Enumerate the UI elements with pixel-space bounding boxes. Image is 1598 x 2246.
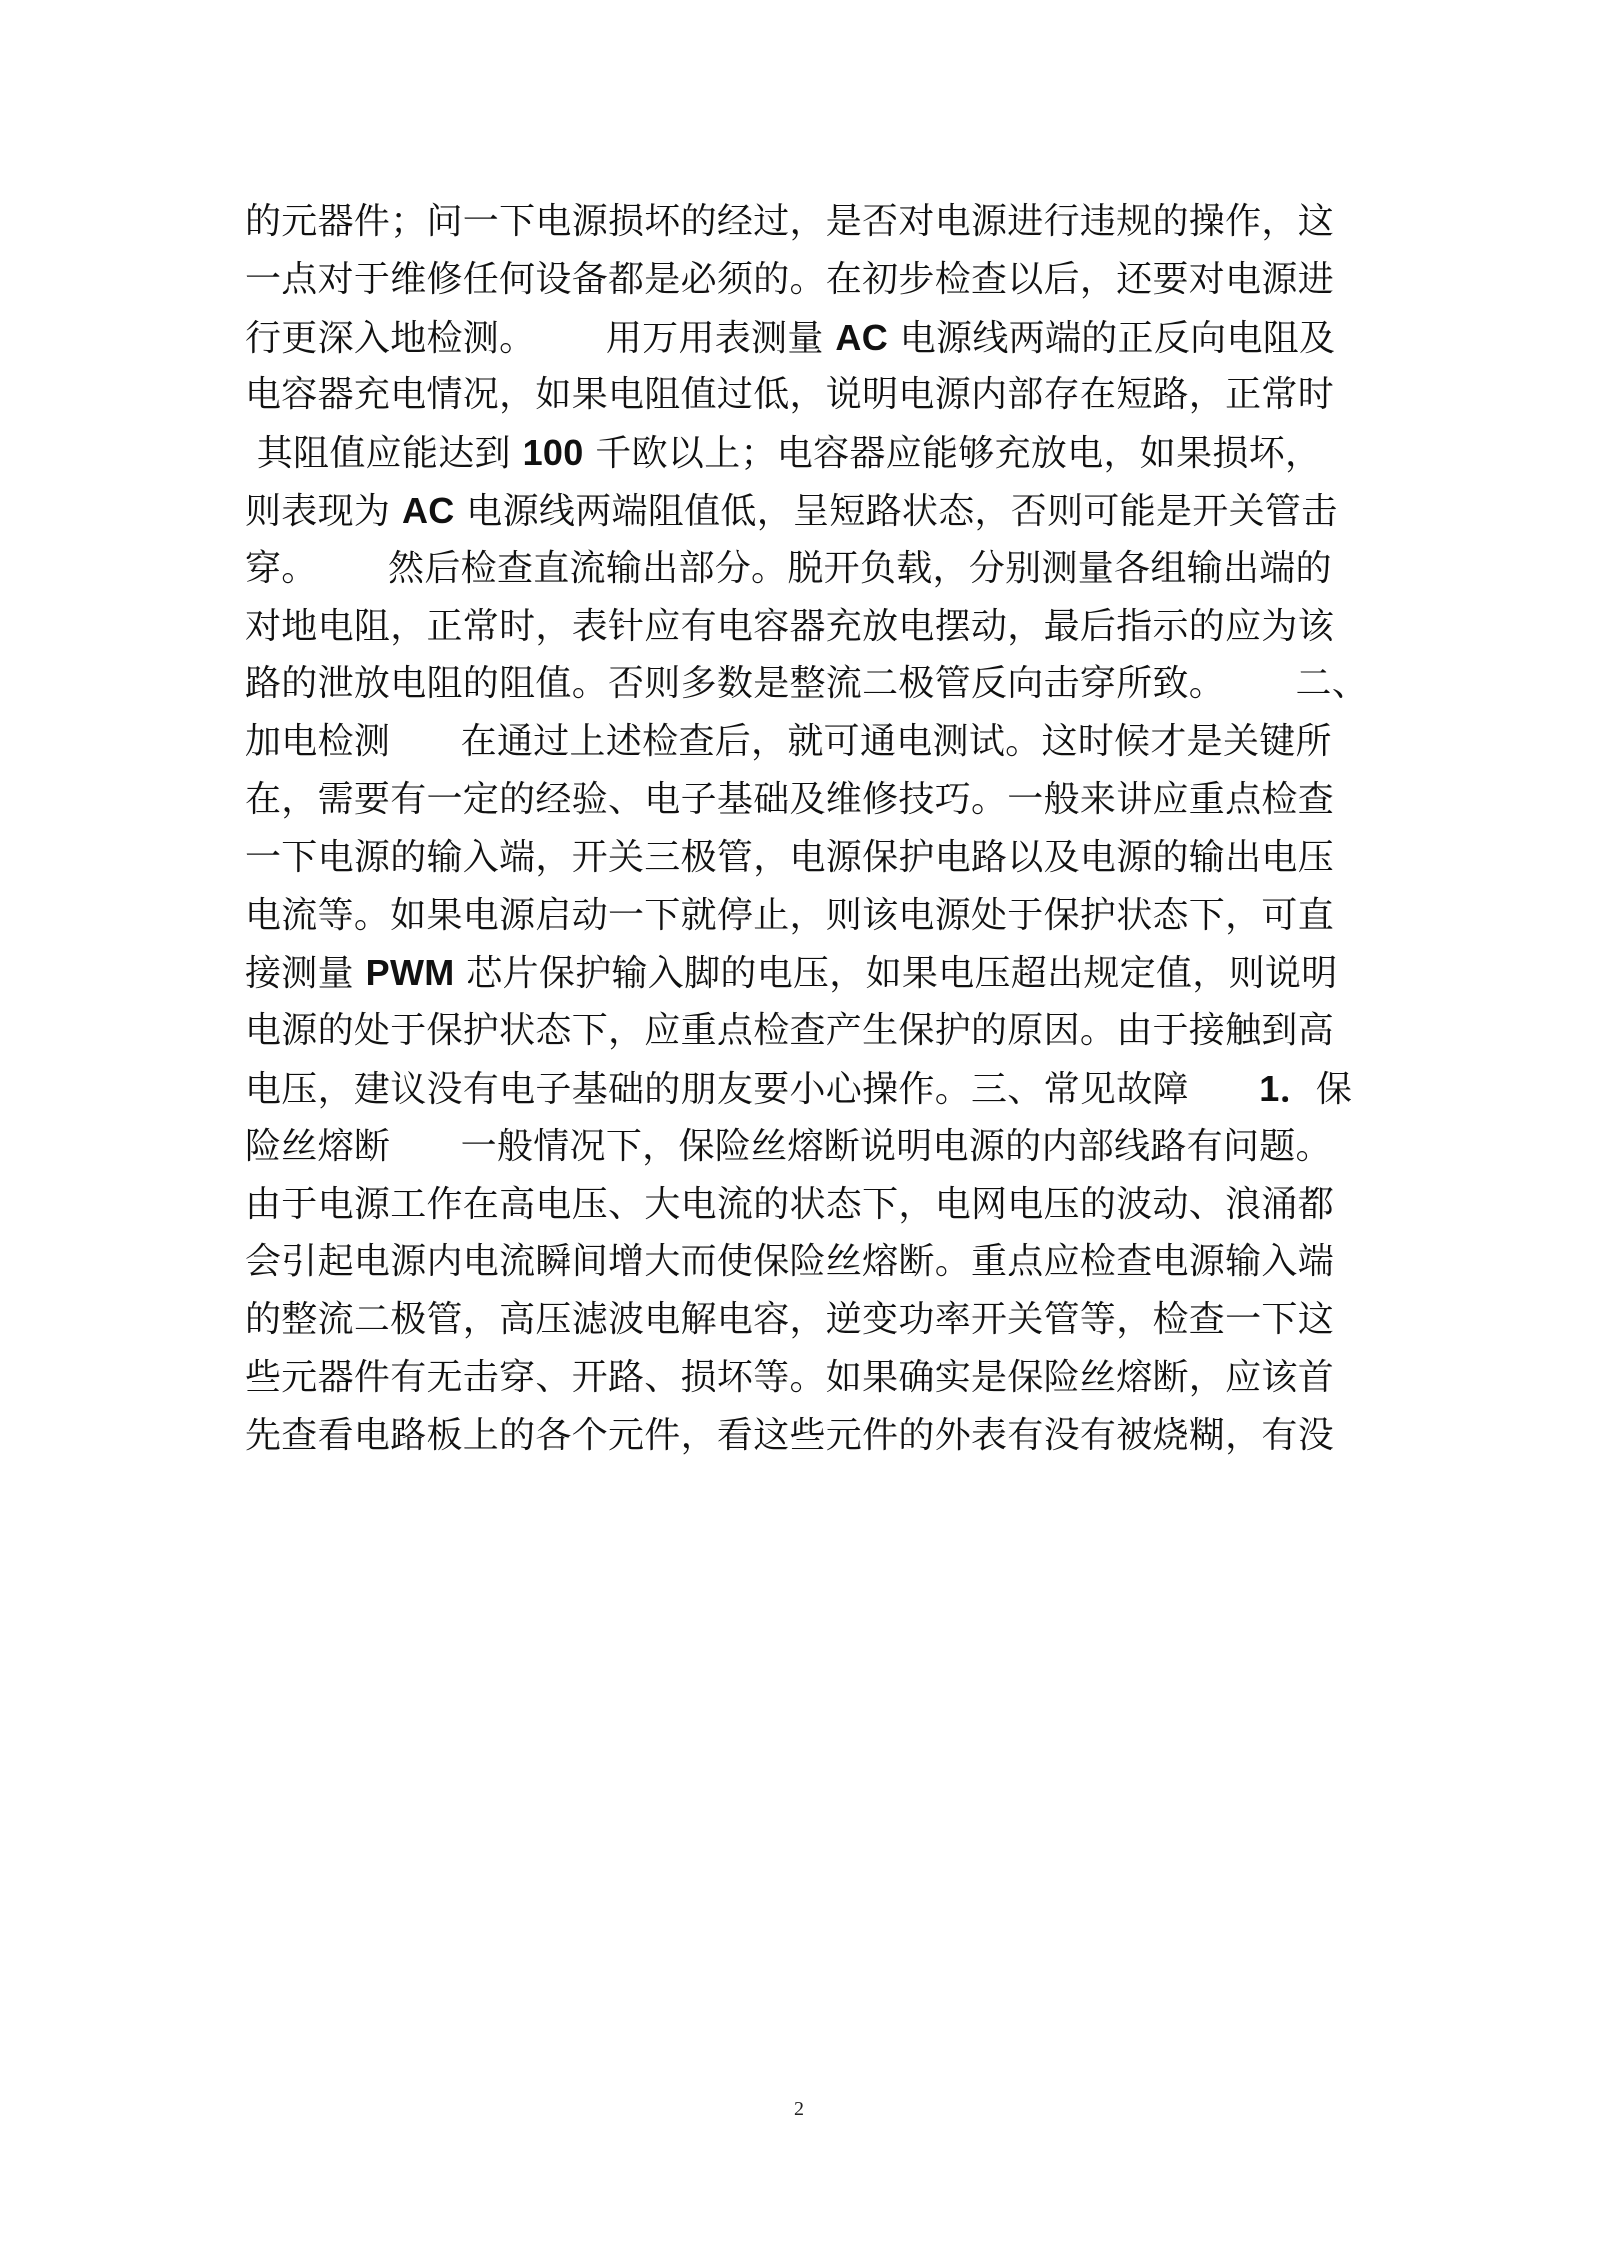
text-line: 电流等。如果电源启动一下就停止，则该电源处于保护状态下，可直 [245, 894, 1335, 936]
text-line: 则表现为 AC 电源线两端阻值低，呈短路状态，否则可能是开关管击 [245, 490, 1338, 532]
text-line: 的元器件；问一下电源损坏的经过，是否对电源进行违规的操作，这 [245, 201, 1335, 242]
text-line: 其阻值应能达到 100 千欧以上；电容器应能够充放电，如果损坏， [245, 432, 1322, 475]
text-line: 先查看电路板上的各个元件，看这些元件的外表有没有被烧糊，有没 [245, 1414, 1335, 1456]
text-line: 一点对于维修任何设备都是必须的。在初步检查以后，还要对电源进 [245, 258, 1335, 300]
text-line: 电压，建议没有电子基础的朋友要小心操作。三、常见故障 1．保 [245, 1068, 1353, 1110]
text-line: 一下电源的输入端，开关三极管，电源保护电路以及电源的输出电压 [245, 836, 1335, 878]
text-line: 些元器件有无击穿、开路、损坏等。如果确实是保险丝熔断，应该首 [245, 1357, 1335, 1398]
text-line: 由于电源工作在高电压、大电流的状态下，电网电压的波动、浪涌都 [245, 1183, 1335, 1225]
text-line: 行更深入地检测。 用万用表测量 AC 电源线两端的正反向电阻及 [245, 316, 1336, 359]
text-line: 加电检测 在通过上述检查后，就可通电测试。这时候才是关键所 [245, 721, 1332, 763]
text-line: 在，需要有一定的经验、电子基础及维修技巧。一般来讲应重点检查 [245, 779, 1335, 820]
text-line: 电源的处于保护状态下，应重点检查产生保护的原因。由于接触到高 [245, 1010, 1335, 1052]
text-line: 对地电阻，正常时，表针应有电容器充放电摆动，最后指示的应为该 [245, 605, 1335, 647]
text-line: 险丝熔断 一般情况下，保险丝熔断说明电源的内部线路有问题。 [245, 1125, 1332, 1167]
text-line: 会引起电源内电流瞬间增大而使保险丝熔断。重点应检查电源输入端 [245, 1241, 1335, 1283]
text-line: 的整流二极管，高压滤波电解电容，逆变功率开关管等，检查一下这 [245, 1299, 1335, 1341]
text-line: 路的泄放电阻的阻值。否则多数是整流二极管反向击穿所致。 二、 [245, 663, 1369, 705]
page-number: 2 [794, 2098, 804, 2120]
text-line: 穿。 然后检查直流输出部分。脱开负载，分别测量各组输出端的 [245, 547, 1332, 589]
text-line: 接测量 PWM 芯片保护输入脚的电压，如果电压超出规定值，则说明 [245, 952, 1338, 995]
text-line: 电容器充电情况，如果电阻值过低，说明电源内部存在短路，正常时 [245, 374, 1335, 416]
